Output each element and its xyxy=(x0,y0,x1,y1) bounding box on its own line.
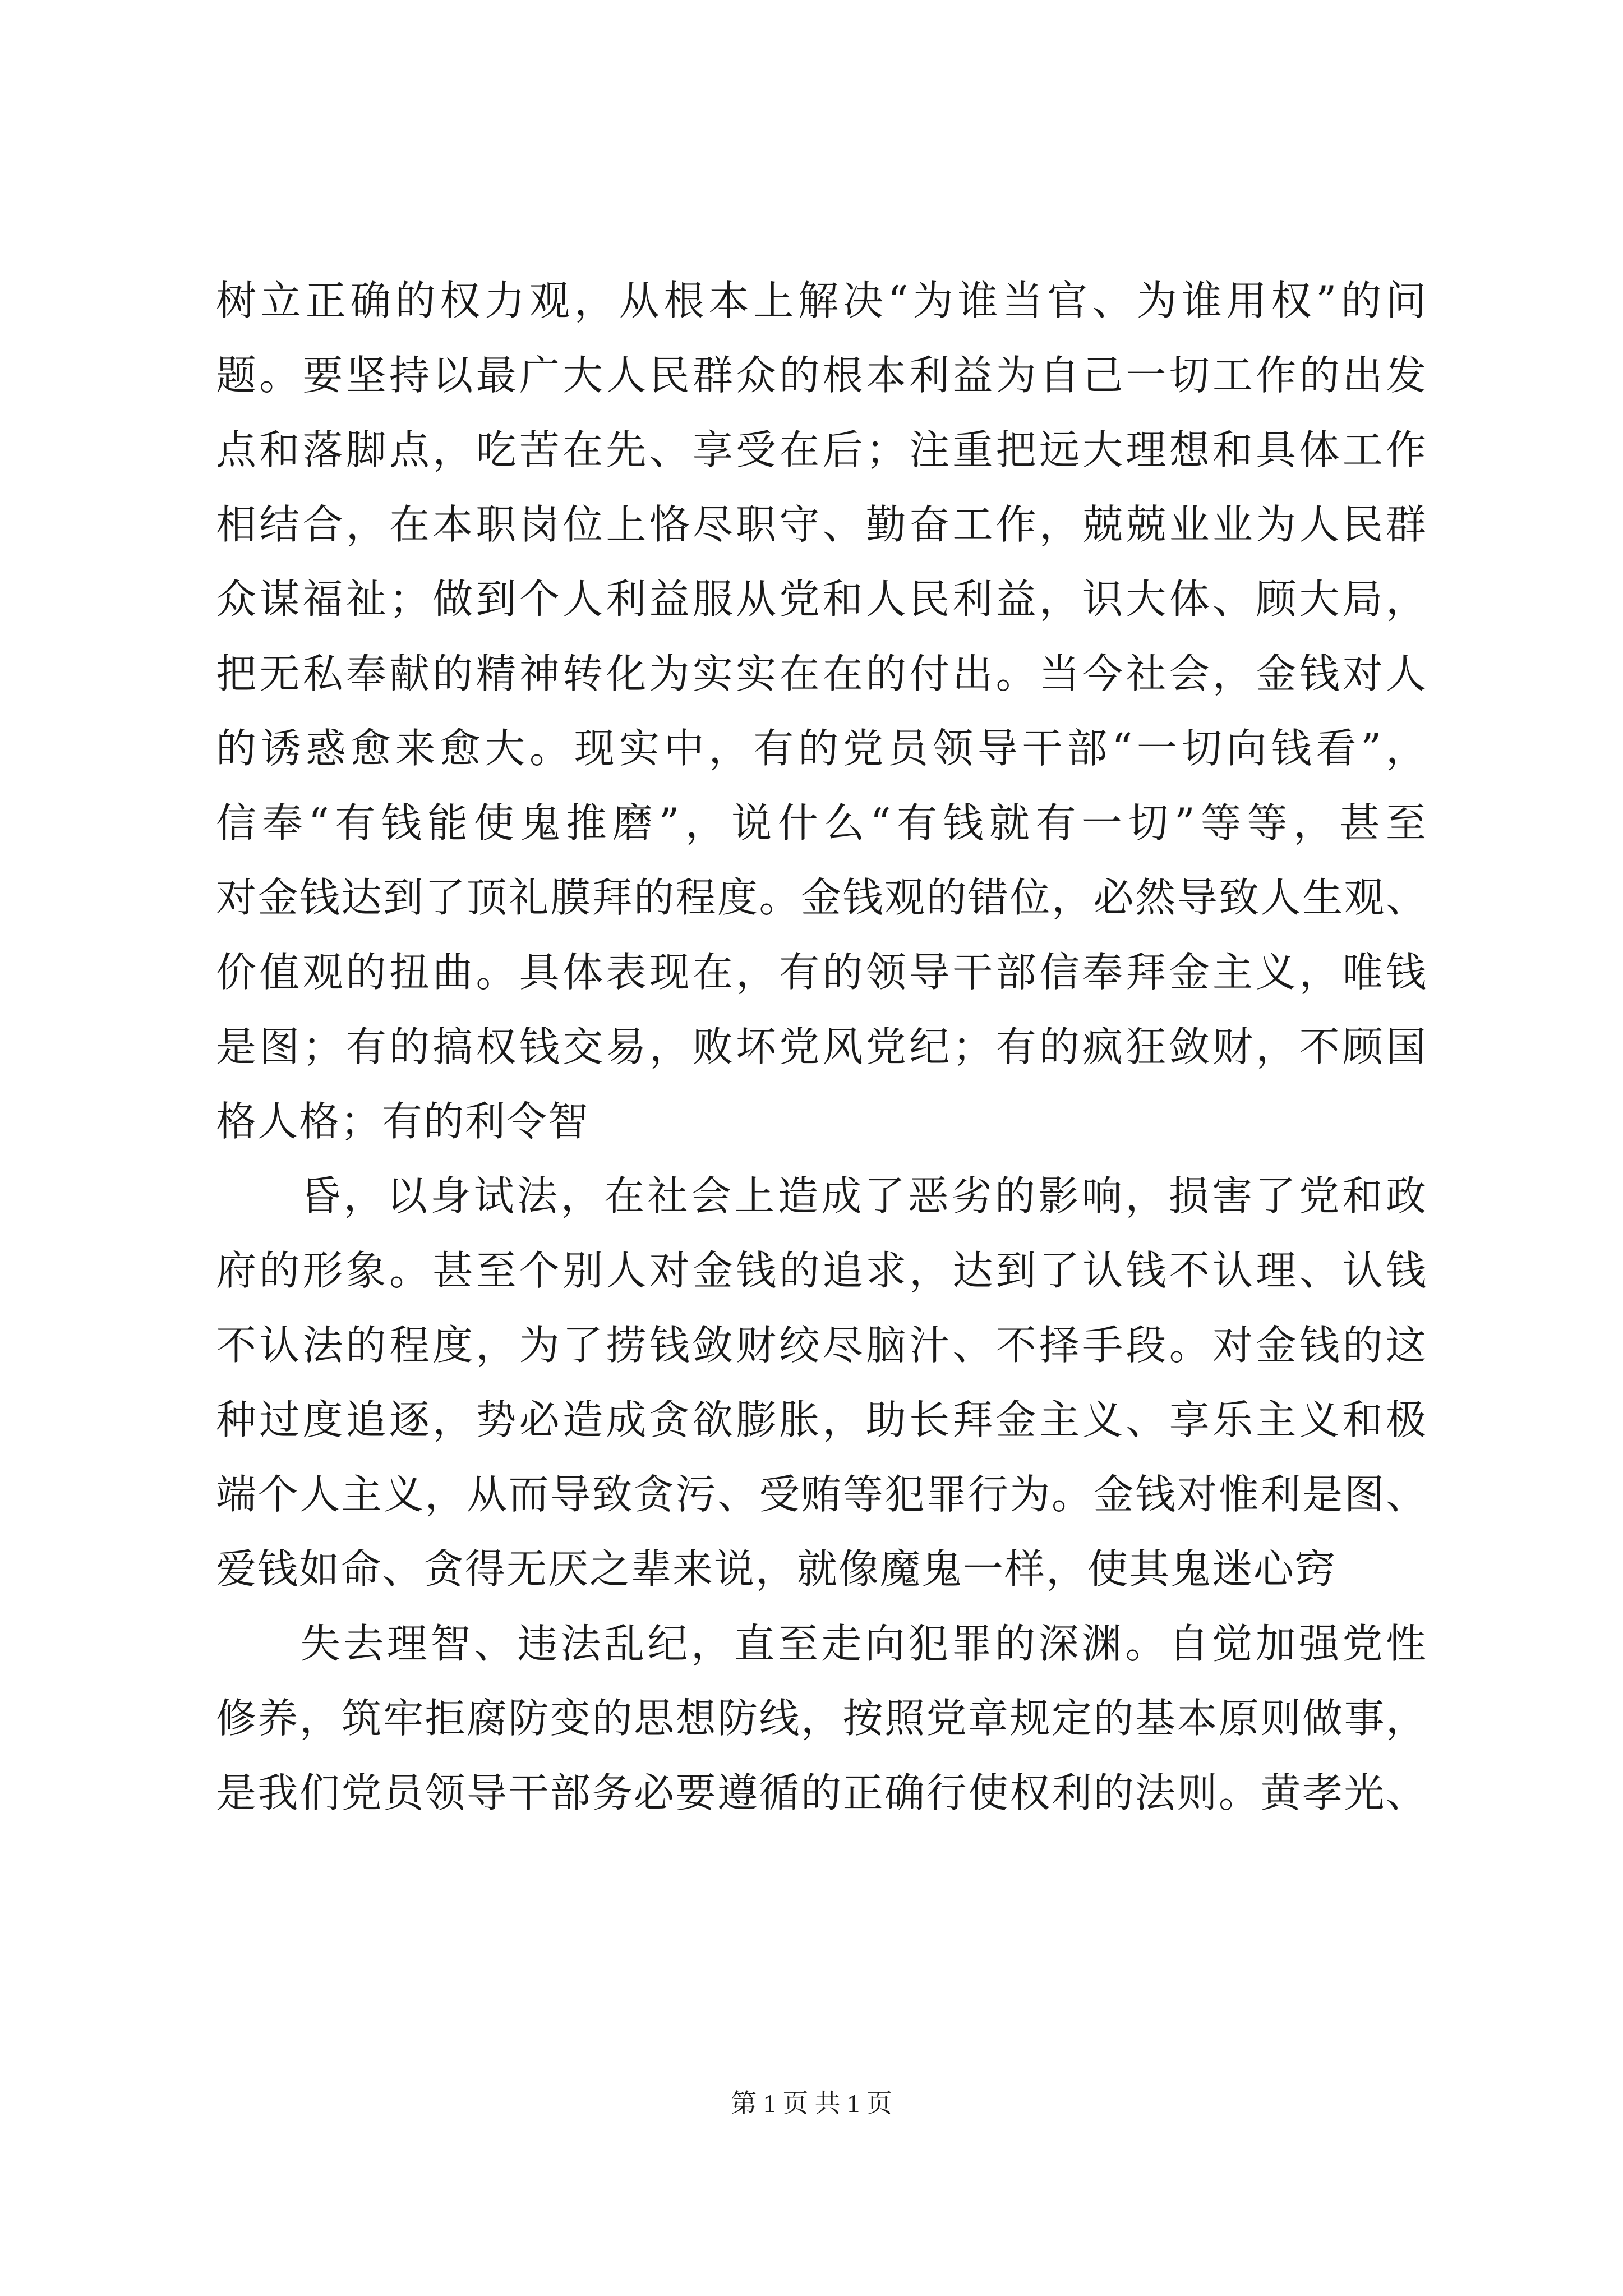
text-line-18: 爱钱如命、贪得无厌之辈来说，就像魔鬼一样，使其鬼迷心窍 xyxy=(216,1545,1337,1593)
text-line-10: 价值观的扭曲。具体表现在，有的领导干部信奉拜金主义，唯钱 xyxy=(216,949,1427,996)
text-line-17: 端个人主义，从而导致贪污、受贿等犯罪行为。金钱对惟利是图、 xyxy=(216,1471,1427,1518)
text-line-8: 信奉“有钱能使鬼推磨”，说什么“有钱就有一切”等等，甚至 xyxy=(216,799,1427,846)
text-line-13: 昏，以身试法，在社会上造成了恶劣的影响，损害了党和政 xyxy=(300,1172,1427,1220)
text-line-7: 的诱惑愈来愈大。现实中，有的党员领导干部“一切向钱看”， xyxy=(216,725,1427,772)
text-line-19: 失去理智、违法乱纪，直至走向犯罪的深渊。自觉加强党性 xyxy=(300,1620,1427,1667)
text-line-11: 是图；有的搞权钱交易，败坏党风党纪；有的疯狂敛财，不顾国 xyxy=(216,1023,1427,1070)
text-line-21: 是我们党员领导干部务必要遵循的正确行使权利的法则。黄孝光、 xyxy=(216,1769,1427,1816)
document-body xyxy=(216,264,1427,1830)
text-line-14: 府的形象。甚至个别人对金钱的追求，达到了认钱不认理、认钱 xyxy=(216,1247,1427,1294)
text-line-4: 相结合，在本职岗位上恪尽职守、勤奋工作，兢兢业业为人民群 xyxy=(216,501,1427,548)
text-line-20: 修养，筑牢拒腐防变的思想防线，按照党章规定的基本原则做事， xyxy=(216,1695,1427,1742)
text-line-6: 把无私奉献的精神转化为实实在在的付出。当今社会，金钱对人 xyxy=(216,650,1427,697)
text-line-5: 众谋福祉；做到个人利益服从党和人民利益，识大体、顾大局， xyxy=(216,576,1427,623)
text-line-12: 格人格；有的利令智 xyxy=(216,1098,590,1145)
text-line-15: 不认法的程度，为了捞钱敛财绞尽脑汁、不择手段。对金钱的这 xyxy=(216,1322,1427,1369)
text-line-1: 树立正确的权力观，从根本上解决“为谁当官、为谁用权”的问 xyxy=(216,277,1427,324)
text-line-3: 点和落脚点，吃苦在先、享受在后；注重把远大理想和具体工作 xyxy=(216,426,1427,473)
text-line-16: 种过度追逐，势必造成贪欲膨胀，助长拜金主义、享乐主义和极 xyxy=(216,1396,1427,1443)
page-number-footer: 第 1 页 共 1 页 xyxy=(731,2089,892,2118)
text-line-2: 题。要坚持以最广大人民群众的根本利益为自己一切工作的出发 xyxy=(216,352,1427,399)
text-line-9: 对金钱达到了顶礼膜拜的程度。金钱观的错位，必然导致人生观、 xyxy=(216,874,1427,921)
